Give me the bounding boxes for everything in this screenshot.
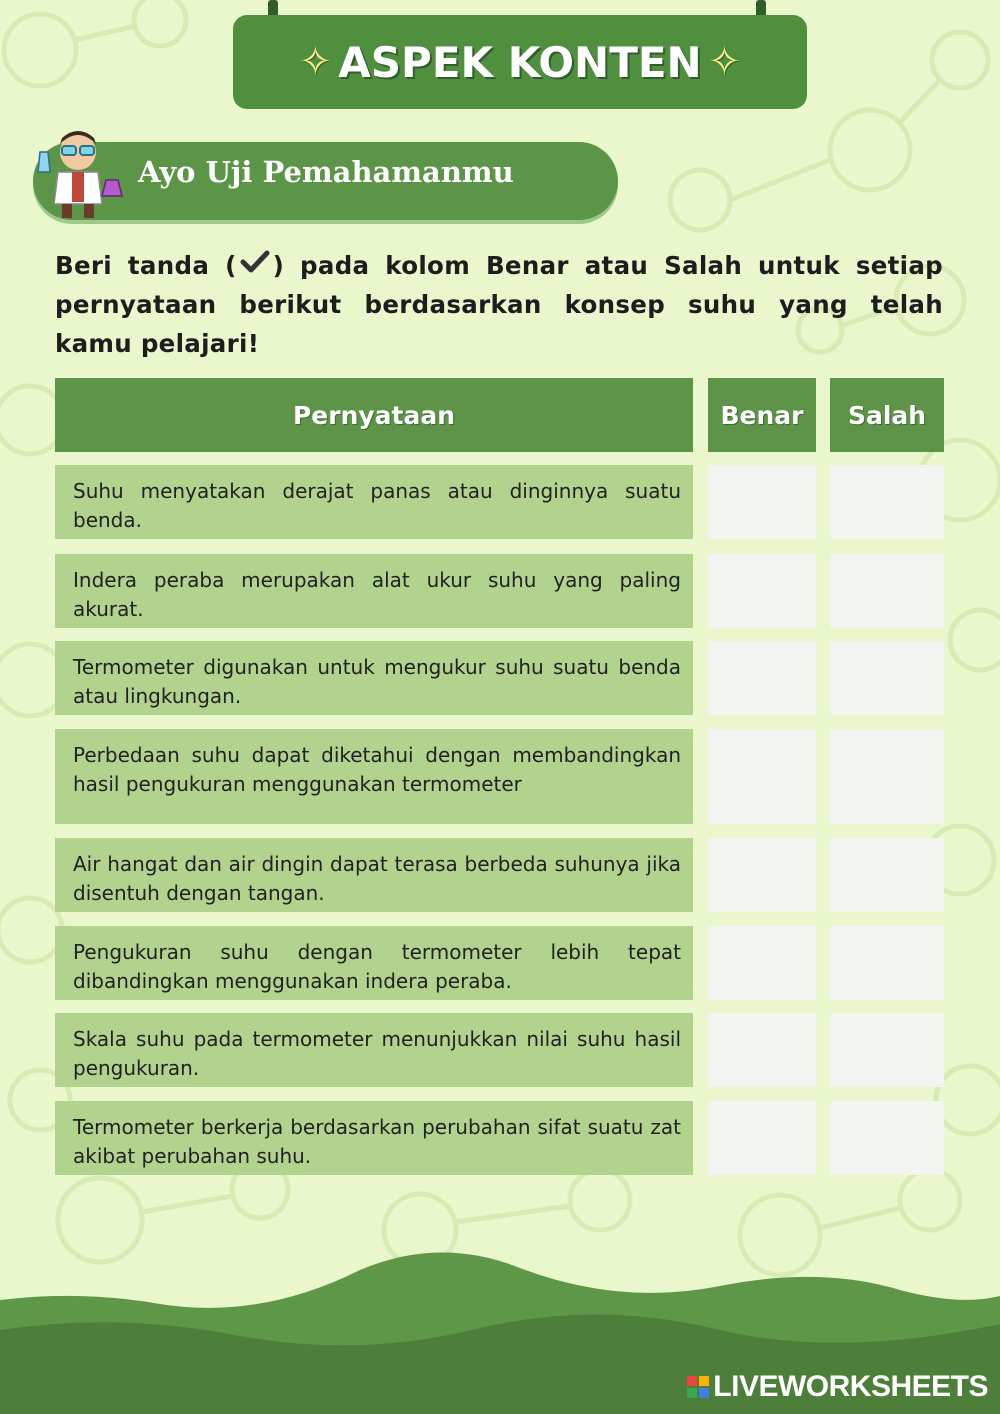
- answer-box-false[interactable]: [830, 1101, 944, 1175]
- statement-cell: Termometer digunakan untuk mengukur suhu suatu benda atau lingkungan.: [55, 641, 693, 715]
- answer-box-false[interactable]: [830, 926, 944, 1000]
- table-row: [55, 554, 945, 628]
- title-banner: [233, 15, 807, 109]
- table-row: [55, 1013, 945, 1087]
- table-row: [55, 729, 945, 824]
- answer-box-false[interactable]: [830, 554, 944, 628]
- instruction-part: ) pada kolom Benar atau Salah untuk setiap pernyataan berikut berdasarkan konsep suhu yang telah kamu pelajari!: [55, 251, 943, 358]
- sparkle-icon: ✧: [298, 39, 333, 85]
- header-statement: Pernyataan: [55, 378, 693, 452]
- answer-box-true[interactable]: [708, 641, 816, 715]
- answer-box-true[interactable]: [708, 729, 816, 824]
- answer-box-true[interactable]: [708, 465, 816, 539]
- statement-cell: Suhu menyatakan derajat panas atau dinginnya suatu benda.: [55, 465, 693, 539]
- instruction-part: Beri tanda (: [55, 251, 237, 280]
- statement-cell: Termometer berkerja berdasarkan perubahan sifat suatu zat akibat perubahan suhu.: [55, 1101, 693, 1175]
- statement-cell: Indera peraba merupakan alat ukur suhu yang paling akurat.: [55, 554, 693, 628]
- liveworksheets-logo: [687, 1370, 988, 1404]
- statement-cell: Skala suhu pada termometer menunjukkan nilai suhu hasil pengukuran.: [55, 1013, 693, 1087]
- answer-box-false[interactable]: [830, 641, 944, 715]
- table-row: [55, 926, 945, 1000]
- instruction-text: [55, 246, 943, 363]
- statement-cell: Perbedaan suhu dapat diketahui dengan membandingkan hasil pengukuran menggunakan termometer: [55, 729, 693, 824]
- answer-box-true[interactable]: [708, 1013, 816, 1087]
- statement-cell: Air hangat dan air dingin dapat terasa berbeda suhunya jika disentuh dengan tangan.: [55, 838, 693, 912]
- answer-box-true[interactable]: [708, 926, 816, 1000]
- brand-text: LIVEWORKSHEETS: [713, 1370, 988, 1403]
- table-row: [55, 465, 945, 539]
- answer-box-true[interactable]: [708, 1101, 816, 1175]
- page-title: ASPEK KONTEN: [338, 37, 702, 87]
- scientist-mascot-icon: [28, 122, 128, 222]
- answer-box-false[interactable]: [830, 1013, 944, 1087]
- answer-box-false[interactable]: [830, 465, 944, 539]
- brand-logo-icon: [687, 1376, 709, 1398]
- checkmark-icon: [237, 250, 273, 274]
- table-row: [55, 838, 945, 912]
- statement-cell: Pengukuran suhu dengan termometer lebih tepat dibandingkan menggunakan indera peraba.: [55, 926, 693, 1000]
- answer-box-false[interactable]: [830, 729, 944, 824]
- table-row: [55, 1101, 945, 1175]
- answer-box-false[interactable]: [830, 838, 944, 912]
- table-row: [55, 641, 945, 715]
- header-true: Benar: [708, 378, 816, 452]
- header-false: Salah: [830, 378, 944, 452]
- answer-box-true[interactable]: [708, 554, 816, 628]
- section-subtitle: Ayo Uji Pemahamanmu: [138, 155, 514, 189]
- answer-box-true[interactable]: [708, 838, 816, 912]
- sparkle-icon: ✧: [707, 39, 742, 85]
